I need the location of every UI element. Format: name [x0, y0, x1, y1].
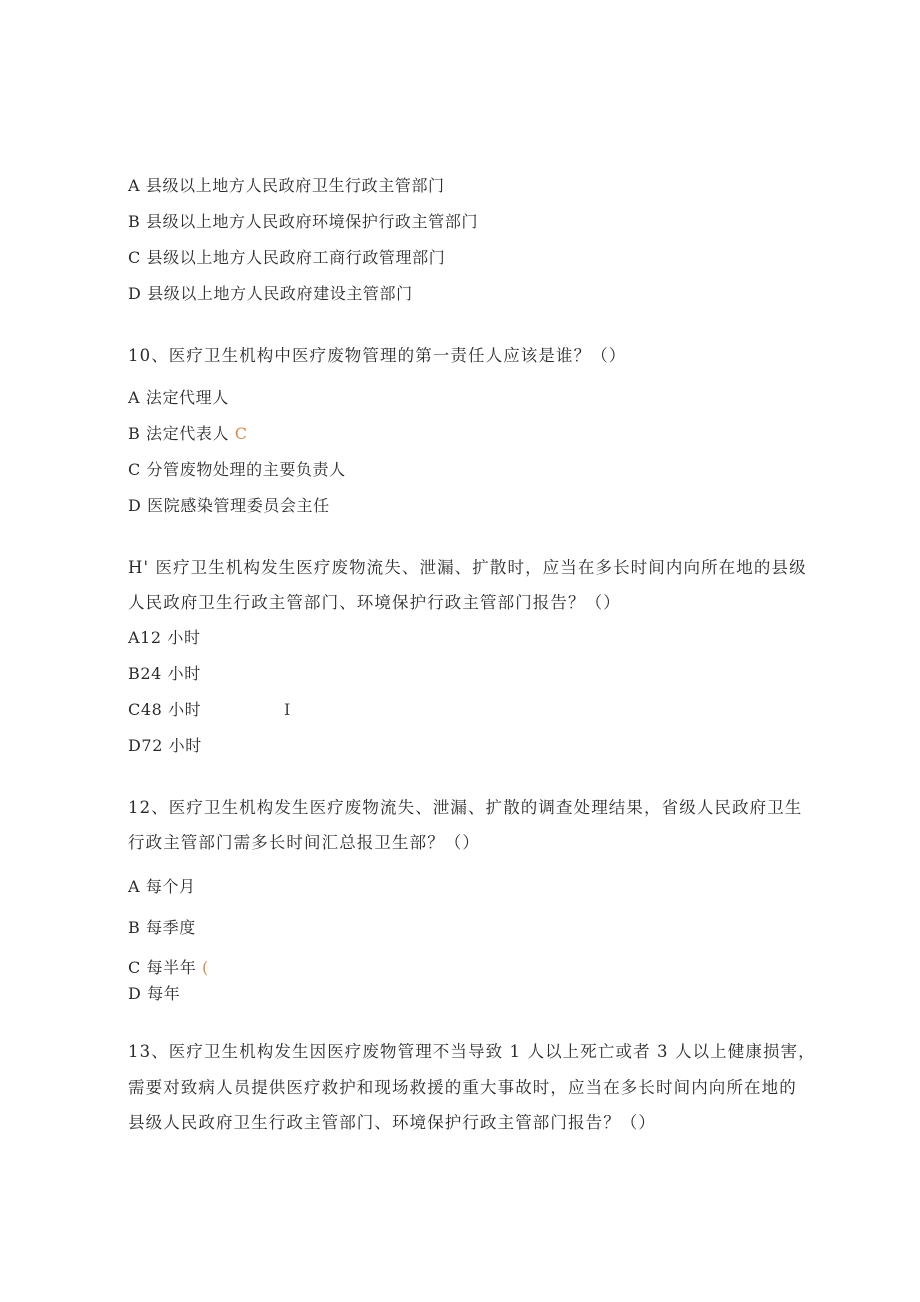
q11-option-b: B24 小时 — [128, 664, 201, 683]
q10-option-c: C 分管废物处理的主要负责人 — [128, 460, 346, 479]
q10-question: 10、医疗卫生机构中医疗废物管理的第一责任人应该是谁？（） — [128, 346, 627, 365]
q9-option-b: B 县级以上地方人民政府环境保护行政主管部门 — [128, 212, 479, 231]
q12-question-line2: 行政主管部门需多长时间汇总报卫生部？（） — [128, 833, 480, 852]
q12-option-b: B 每季度 — [128, 918, 196, 937]
q10-option-a: A 法定代理人 — [128, 388, 229, 407]
q11-question-line1: H' 医疗卫生机构发生医疗废物流失、泄漏、扩散时，应当在多长时间内向所在地的县级 — [128, 558, 807, 577]
q10-option-b-text: B 法定代表人 — [128, 424, 230, 443]
q12-stray-mark: ( — [202, 958, 209, 977]
q11-option-d: D72 小时 — [128, 736, 202, 755]
q12-option-d: D 每年 — [128, 984, 181, 1003]
q11-question-line2: 人民政府卫生行政主管部门、环境保护行政主管部门报告？（） — [128, 593, 621, 612]
q13-question-line1: 13、医疗卫生机构发生因医疗废物管理不当导致 1 人以上死亡或者 3 人以上健康损害， — [128, 1042, 816, 1061]
q11-option-a: A12 小时 — [128, 628, 201, 647]
q10-answer-mark: C — [234, 424, 248, 443]
q12-option-c — [128, 958, 209, 978]
q10-option-d: D 医院感染管理委员会主任 — [128, 496, 330, 515]
q13-question-line3: 县级人民政府卫生行政主管部门、环境保护行政主管部门报告？（） — [128, 1113, 656, 1132]
q11-stray-mark: I — [284, 700, 291, 719]
q13-question-line2: 需要对致病人员提供医疗救护和现场救援的重大事故时，应当在多长时间内向所在地的 — [128, 1078, 797, 1097]
q12-option-c-text: C 每半年 — [128, 958, 197, 977]
q11-option-c: C48 小时 — [128, 700, 202, 719]
q9-option-d: D 县级以上地方人民政府建设主管部门 — [128, 284, 413, 303]
q12-option-a: A 每个月 — [128, 877, 196, 896]
q9-option-a: A 县级以上地方人民政府卫生行政主管部门 — [128, 176, 445, 195]
q9-option-c: C 县级以上地方人民政府工商行政管理部门 — [128, 248, 446, 267]
q10-option-b — [128, 424, 248, 444]
q12-question-line1: 12、医疗卫生机构发生医疗废物流失、泄漏、扩散的调查处理结果，省级人民政府卫生 — [128, 798, 803, 817]
